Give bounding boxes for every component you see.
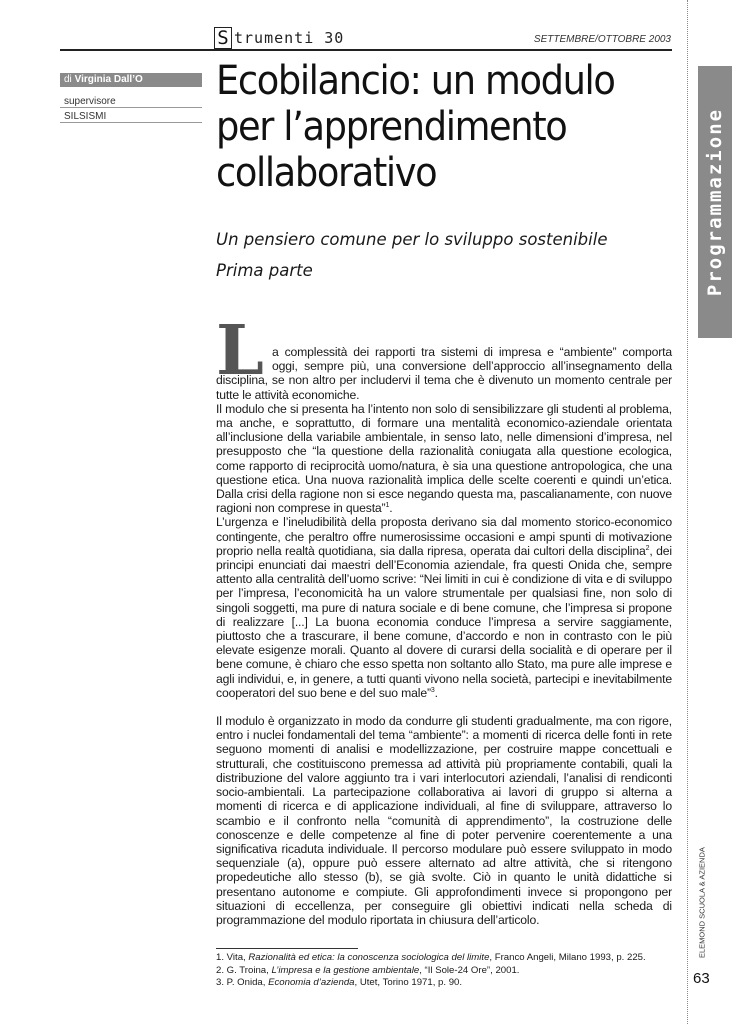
punctuation: .	[434, 685, 438, 700]
author-byline	[60, 73, 202, 87]
series-title: trumenti 30	[234, 29, 345, 47]
publication-name-text: ELEMOND SCUOLA & AZIENDA	[697, 847, 707, 958]
paragraph-module-intent	[216, 402, 672, 516]
footnote-1-title: Razionalità ed etica: la conoscenza sociologica del limite	[248, 952, 490, 963]
author-role: supervisore	[60, 96, 202, 108]
paragraph-organization: Il modulo è organizzato in modo da condurre gli studenti gradualmente, ma con rigore, entro i nuclei fondamentali del tema “ambiente”: a momenti di ricerca delle fonti in rete seguono momenti di analisi e modellizzazione, per costruire mappe concettuali e strutturali, che costituiscono premessa ad attività più propriamente contabili, quali la distribuzione del valore aggiunto tra i vari interlocutori aziendali, l’analisi di rendiconti socio-ambientali. La partecipazione collaborativa ai lavori di gruppo si alterna a momenti di ricerca e di applicazione individuali, al fine di sviluppare, attraverso lo scambio e il confronto nella “comunità di apprendimento”, la costruzione delle conoscenze e delle competenze al fine di poter pervenire coerentemente a una significativa ricaduta individuale. Il percorso modulare può essere sviluppato in modo sequenziale (a), oppure può essere alternato ad altre attività, che si ritengono propedeutiche allo stesso (b), se già svolte. Ciò in quanto le unità didattiche si presentano autonome e compiute. Gli approfondimenti invece si propongono per situazioni di eccellenza, per conseguire gli obiettivi indicati nella scheda di programmazione del modulo riportata in chiusura dell’articolo.	[216, 714, 672, 927]
footnote-1-details: , Franco Angeli, Milano 1993, p. 225.	[489, 952, 646, 963]
publication-name	[690, 848, 714, 958]
footnote-3-title: Economia d’azienda	[268, 977, 355, 988]
footnote-1-ref: 1. Vita,	[216, 952, 249, 963]
footnote-ref-3: 3	[430, 686, 435, 694]
paragraph-module-intent-text: Il modulo che si presenta ha l’intento non solo di sensibilizzare gli studenti al problema, ma anche, e soprattutto, di formare una mentalità economico-aziendale orientata all’inclusione della variabile ambientale, in senso lato, nelle dimensioni d’impresa, nel presupposto che “la questione della razionalità coniugata alla questione ecologica, come rapporto di reciprocità uomo/natura, è sia una questione antropologica, che una questione etica. Una nuova razionalità implica delle scelte coerenti e quindi un’etica. Dalla crisi della ragione non si esce negando questa ma, pascalianamente, con nuove ragioni non comprese in questa”	[216, 401, 672, 516]
footnote-3-ref: 3. P. Onida,	[216, 977, 269, 988]
paragraph-urgency-text-b: , dei principi enunciati dai maestri dell’Economia aziendale, fra questi Onida che, sempre attento alla centralità dell’uomo scrive: “Nei limiti in cui è condizione di vita e di sviluppo per l’impresa, l’economicità ha un valore strumentale per qualsiasi fine, non solo di singoli soggetti, ma pure di natura sociale e di bene comune, che l’impresa si propone di realizzare [...] La buona economia conduce l’impresa a servire saggiamente, piuttosto che a trascurare, il bene comune, d’accordo e non in contrasto con le più elevate esigenze morali. Quanto al dovere di curarsi della socialità e di operare per il bene comune, è chiaro che esso spetta non soltanto allo Stato, ma pure alle imprese e agli individui, e, in genere, a tutti quanti vivono nella società, partecipi e inevitabilmente cooperatori del suo bene e del suo male”	[216, 543, 672, 700]
margin-dotted-line	[687, 0, 688, 1024]
header-rule	[60, 49, 672, 51]
article-title: Ecobilancio: un modulo per l’apprendimento collaborativo	[216, 58, 615, 196]
section-tab	[698, 66, 732, 338]
author-name: Virginia Dall’O	[74, 74, 143, 85]
issue-date: SETTEMBRE/OTTOBRE 2003	[533, 34, 671, 45]
paragraph-urgency-text-a: L’urgenza e l’ineludibilità della proposta derivano sia dal momento storico-economico contingente, che peraltro offre numerosissime occasioni e ampi spunti di motivazione proprio nella realtà quotidiana, sia dalla ripresa, operata dai cultori della disciplina	[216, 515, 672, 558]
author-prefix: di	[64, 74, 72, 85]
subtitle-line-2: Prima parte	[216, 261, 313, 280]
footnote-1	[216, 952, 672, 965]
drop-cap: L	[216, 311, 264, 391]
footnote-3-details: , Utet, Torino 1971, p. 90.	[354, 977, 463, 988]
paragraph-intro	[216, 311, 672, 402]
footnote-ref-1: 1	[385, 502, 390, 510]
section-label: Programmazione	[704, 107, 726, 297]
footnotes	[216, 952, 672, 990]
author-organization: SILSISMI	[60, 111, 202, 123]
punctuation: .	[389, 501, 393, 516]
subtitle-line-1: Un pensiero comune per lo sviluppo sostenibile	[216, 230, 608, 249]
footnote-2-ref: 2. G. Troina,	[216, 964, 272, 976]
article-body	[216, 311, 672, 927]
footnote-2	[216, 965, 672, 978]
footnote-2-title: L’impresa e la gestione ambientale	[271, 964, 420, 976]
footnote-rule	[216, 948, 358, 949]
footnote-2-details: , “Il Sole-24 Ore”, 2001.	[419, 964, 520, 976]
paragraph-urgency	[216, 515, 672, 700]
series-initial-box: S	[214, 27, 232, 49]
footnote-ref-2: 2	[645, 544, 650, 552]
page-number: 63	[693, 970, 710, 987]
footnote-3	[216, 977, 672, 990]
paragraph-intro-text: a complessità dei rapporti tra sistemi di impresa e “ambiente” comporta oggi, sempre più, una conversione dell’approccio all’insegnamento della disciplina, se non altro per includervi il tema che è divenuto un momento centrale per tutte le attività economiche.	[216, 345, 672, 402]
article-subtitle	[216, 224, 666, 286]
